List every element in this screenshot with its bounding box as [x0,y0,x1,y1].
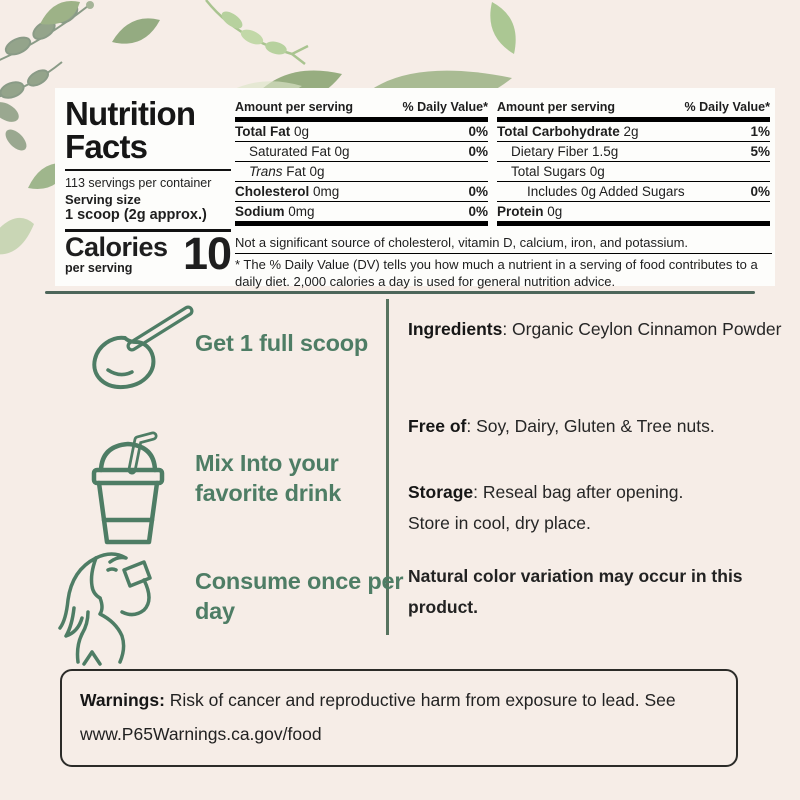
scoop-spoon-icon [68,302,194,396]
nutrient-row: Total Carbohydrate 2g 1% [497,124,770,139]
warnings-box [60,669,738,767]
calories-sublabel: per serving [65,260,133,275]
person-drinking-icon [52,548,192,668]
storage-label: Storage [408,482,474,502]
calories-label: Calories [65,232,168,263]
nutrient-row: Protein 0g [497,201,770,221]
nutrient-row: Total Fat 0g 0% [235,124,488,139]
amount-per-serving-header: Amount per serving [497,100,616,114]
nutrient-row: Sodium 0mg 0% [235,201,488,221]
daily-value-header: % Daily Value* [684,100,770,114]
nutrient-row: Dietary Fiber 1.5g 5% [497,141,770,161]
nutrient-row: Includes 0g Added Sugars 0% [497,181,770,201]
nutrient-row: Cholesterol 0mg 0% [235,181,488,201]
warnings-label: Warnings: [80,690,165,710]
servings-per-container: 113 servings per container [65,176,212,191]
free-of-label: Free of [408,416,467,436]
daily-value-footnote: * The % Daily Value (DV) tells you how much a nutrient in a serving of food contributes to a daily diet. 2,000 calories a day is used for general nutrition advice. [235,257,758,289]
amount-per-serving-header: Amount per serving [235,100,354,114]
ingredients-text: : Organic Ceylon Cinnamon Powder [502,319,782,339]
nutrition-facts-panel [55,88,775,289]
ingredients-section [408,314,783,345]
nutrient-rows [235,122,488,221]
step-label-mix-drink: Mix Into your favorite drink [195,450,342,507]
step-label-get-scoop: Get 1 full scoop [195,330,369,356]
free-of-text: : Soy, Dairy, Gluten & Tree nuts. [466,416,715,436]
calories-row [65,228,231,280]
column-header [497,100,770,117]
nutrient-rows [497,122,770,221]
not-significant-note: Not a significant source of cholesterol, vitamin D, calcium, iron, and potassium. [235,232,772,254]
nutrition-facts-summary [65,95,231,280]
storage-section [408,477,783,538]
warnings-text: Risk of cancer and reproductive harm from exposure to lead. See www.P65Warnings.ca.gov/food [80,690,676,745]
color-variation-note: Natural color variation may occur in this product. [408,566,743,617]
nutrient-row: Saturated Fat 0g 0% [235,141,488,161]
nutrition-facts-title [65,95,231,165]
title-line2: Facts [65,127,148,165]
serving-size-value: 1 scoop (2g approx.) [65,207,207,224]
nutrition-column-right [497,100,770,226]
serving-size-label: Serving size [65,192,141,208]
nutrient-row: Total Sugars 0g [497,161,770,181]
nutrition-column-left [235,100,488,226]
nutrition-footnotes [235,232,772,291]
calories-value: 10 [182,228,231,280]
storage-text-line2: Store in cool, dry place. [408,512,591,533]
nutrient-row: Trans Fat 0g [235,161,488,181]
storage-text: : Reseal bag after opening. [473,482,684,502]
daily-value-header: % Daily Value* [402,100,488,114]
free-of-section [408,411,783,442]
horizontal-divider [45,291,755,294]
thick-rule [497,221,770,226]
drink-cup-icon [74,428,186,548]
title-rule [65,169,231,171]
title-line1: Nutrition [65,95,196,132]
ingredients-label: Ingredients [408,319,503,339]
column-header [235,100,488,117]
thick-rule [235,221,488,226]
step-label-consume-daily: Consume once per day [195,568,404,625]
